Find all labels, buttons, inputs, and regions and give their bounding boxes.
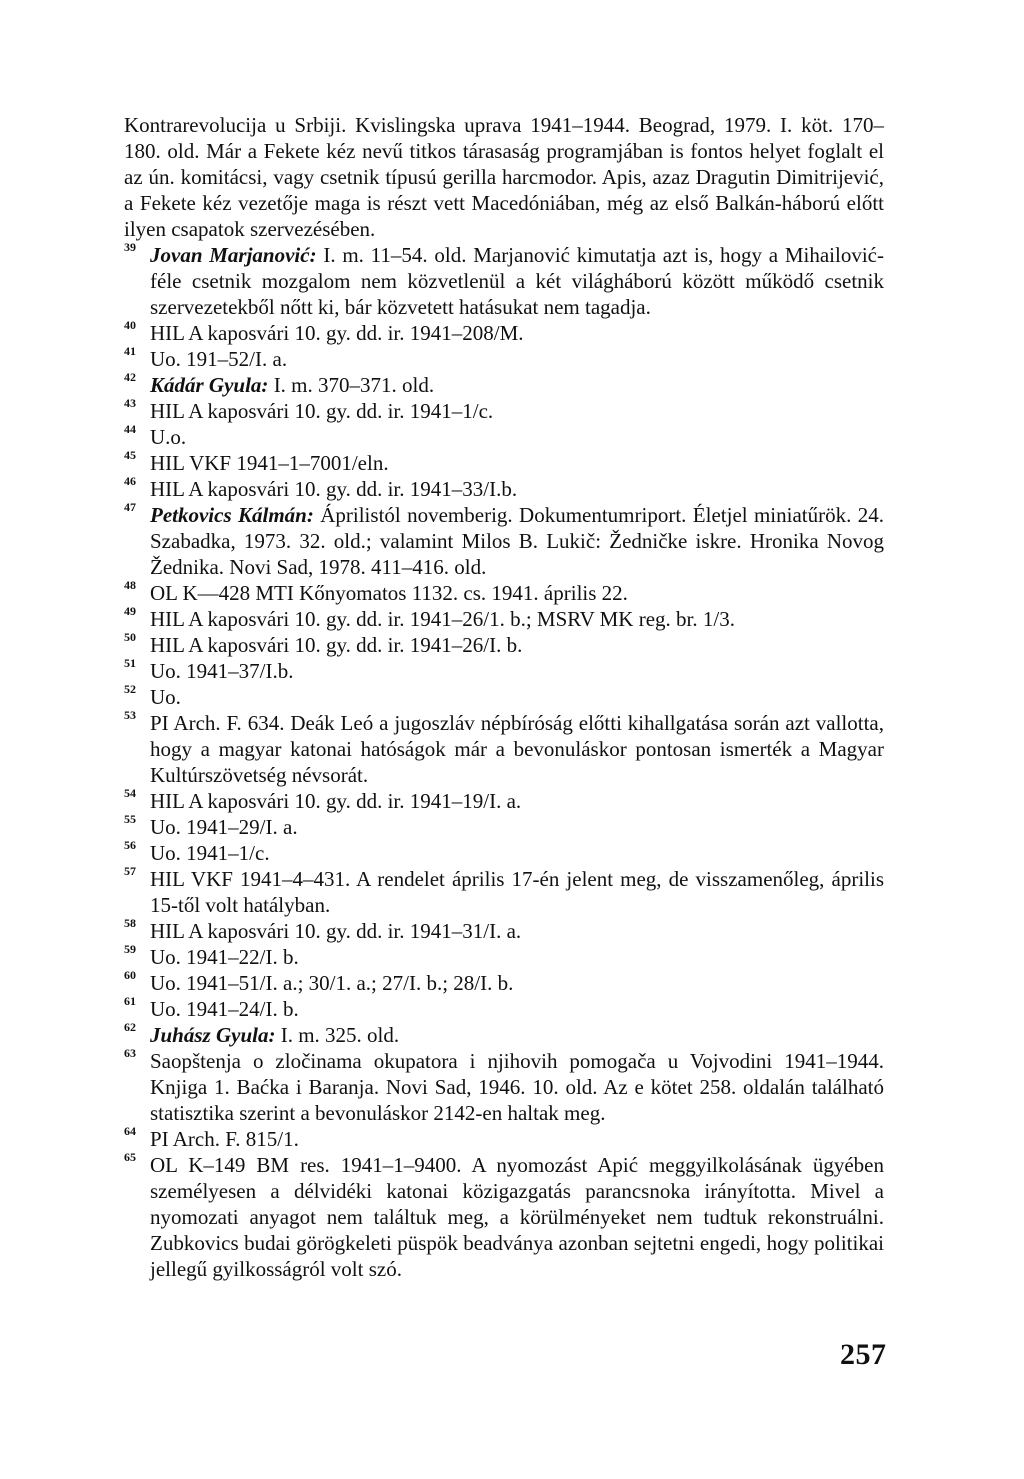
footnote-author: Petkovics Kálmán: <box>150 503 314 527</box>
footnote-number: 65 <box>124 1150 136 1164</box>
footnote-number: 61 <box>124 994 136 1008</box>
footnote <box>124 1152 884 1282</box>
footnote-text: HIL A kaposvári 10. gy. dd. ir. 1941–26/I. b. <box>150 633 523 657</box>
footnote-number: 60 <box>124 968 136 982</box>
footnote-text: HIL A kaposvári 10. gy. dd. ir. 1941–33/I.b. <box>150 477 518 501</box>
footnote-text: Áprilistól novemberig. Dokumentumriport. Életjel miniatűrök. 24. Szabadka, 1973. 32. old.; valamint Milos B. Lukič: Žedničke iskre. Hronika Novog Žednika. Novi Sad, 1978. 411–416. old. <box>150 503 884 579</box>
footnote <box>124 996 884 1022</box>
footnote-number: 59 <box>124 942 136 956</box>
footnote-number: 57 <box>124 864 136 878</box>
footnote-text: HIL VKF 1941–4–431. A rendelet április 17-én jelent meg, de visszamenőleg, április 15-től volt hatályban. <box>150 867 884 917</box>
footnote-text: Saopštenja o zločinama okupatora i njihovih pomogača u Vojvodini 1941–1944. Knjiga 1. Baćka i Baranja. Novi Sad, 1946. 10. old. Az e kötet 258. oldalán található statisztika szerint a bevonuláskor 2142-en haltak meg. <box>150 1049 884 1125</box>
footnote-number: 49 <box>124 604 136 618</box>
footnote <box>124 424 884 450</box>
footnote <box>124 710 884 788</box>
footnote <box>124 944 884 970</box>
footnote-number: 58 <box>124 916 136 930</box>
footnote <box>124 476 884 502</box>
footnote <box>124 1048 884 1126</box>
footnote-number: 48 <box>124 578 136 592</box>
footnote-text: U.o. <box>150 425 187 449</box>
footnote <box>124 632 884 658</box>
footnote-number: 39 <box>124 240 136 254</box>
footnote <box>124 606 884 632</box>
footnote-number: 44 <box>124 422 136 436</box>
footnote <box>124 502 884 580</box>
footnote-number: 52 <box>124 682 136 696</box>
footnote <box>124 320 884 346</box>
footnote-text: OL K—428 MTI Kőnyomatos 1132. cs. 1941. április 22. <box>150 581 628 605</box>
footnote <box>124 684 884 710</box>
footnote-text: Uo. 1941–24/I. b. <box>150 997 299 1021</box>
footnote-number: 56 <box>124 838 136 852</box>
footnote-number: 42 <box>124 370 136 384</box>
footnote-number: 50 <box>124 630 136 644</box>
footnote-text: HIL VKF 1941–1–7001/eln. <box>150 451 389 475</box>
footnote-text: Kontrarevolucija u Srbiji. Kvislingska uprava 1941–1944. Beograd, 1979. I. köt. 170–180. old. Már a Fekete kéz nevű titkos tárasaság programjában is fontos helyet foglalt el az ún. komitácsi, vagy csetnik típusú gerilla harcmodor. Apis, azaz Dragutin Dimitrijević, a Fekete kéz vezetője maga is részt vett Macedóniában, még az első Balkán-háború előtt ilyen csapatok szervezésében. <box>124 113 884 241</box>
footnote <box>124 658 884 684</box>
footnote-number: 47 <box>124 500 136 514</box>
footnote-text: Uo. 191–52/I. a. <box>150 347 288 371</box>
footnote-number: 46 <box>124 474 136 488</box>
footnote-text: OL K–149 BM res. 1941–1–9400. A nyomozást Apić meggyilkolásának ügyében személyesen a délvidéki katonai közigazgatás parancsnoka irányította. Mivel a nyomozati anyagot nem találtuk meg, a körülményeket nem tudtuk rekonstruálni. Zubkovics budai görögkeleti püspök beadványa azonban sejtetni engedi, hogy politikai jellegű gyilkosságról volt szó. <box>150 1153 884 1281</box>
footnote-number: 63 <box>124 1046 136 1060</box>
footnote-text: HIL A kaposvári 10. gy. dd. ir. 1941–208/M. <box>150 321 524 345</box>
footnote-text: I. m. 325. old. <box>275 1023 400 1047</box>
footnote <box>124 840 884 866</box>
footnote-number: 43 <box>124 396 136 410</box>
footnote <box>124 372 884 398</box>
footnote <box>124 788 884 814</box>
footnote-text: PI Arch. F. 815/1. <box>150 1127 299 1151</box>
footnote-number: 64 <box>124 1124 136 1138</box>
footnote <box>124 970 884 996</box>
footnote-text: Uo. 1941–1/c. <box>150 841 270 865</box>
footnote-author: Juhász Gyula: <box>150 1023 276 1047</box>
footnote-text: PI Arch. F. 634. Deák Leó a jugoszláv népbíróság előtti kihallgatása során azt vallotta, hogy a magyar katonai hatóságok már a bevonuláskor pontosan ismerték a Magyar Kultúrszövetség névsorát. <box>150 711 884 787</box>
footnote-text: I. m. 11–54. old. Marjanović kimutatja azt is, hogy a Mihailović-féle csetnik mozgalom nem közvetlenül a két világháború között működő csetnik szervezetekből nőtt ki, bár közvetett hatásukat nem tagadja. <box>150 243 884 319</box>
footnote-number: 55 <box>124 812 136 826</box>
footnote-text: I. m. 370–371. old. <box>268 373 435 397</box>
footnote <box>124 918 884 944</box>
footnote <box>124 814 884 840</box>
footnote <box>124 242 884 320</box>
footnote <box>124 1126 884 1152</box>
footnote-text: Uo. <box>150 685 181 709</box>
footnote-number: 62 <box>124 1020 136 1034</box>
footnote <box>124 866 884 918</box>
footnote-author: Jovan Marjanović: <box>150 243 317 267</box>
footnote-text: HIL A kaposvári 10. gy. dd. ir. 1941–1/c. <box>150 399 494 423</box>
footnotes-block <box>124 112 884 1282</box>
footnote-author: Kádár Gyula: <box>150 373 269 397</box>
footnote <box>124 398 884 424</box>
footnote <box>124 1022 884 1048</box>
footnote-text: HIL A kaposvári 10. gy. dd. ir. 1941–19/I. a. <box>150 789 522 813</box>
footnote <box>124 580 884 606</box>
footnote-number: 45 <box>124 448 136 462</box>
footnote <box>124 346 884 372</box>
footnote <box>124 450 884 476</box>
page-number: 257 <box>840 1338 887 1371</box>
footnote-text: Uo. 1941–29/I. a. <box>150 815 298 839</box>
footnote-text: HIL A kaposvári 10. gy. dd. ir. 1941–31/I. a. <box>150 919 522 943</box>
footnote-text: Uo. 1941–37/I.b. <box>150 659 294 683</box>
footnote-number: 40 <box>124 318 136 332</box>
footnote-text: Uo. 1941–22/I. b. <box>150 945 299 969</box>
footnote-number: 54 <box>124 786 136 800</box>
footnote-number: 41 <box>124 344 136 358</box>
footnote-text: HIL A kaposvári 10. gy. dd. ir. 1941–26/1. b.; MSRV MK reg. br. 1/3. <box>150 607 735 631</box>
footnote-number: 53 <box>124 708 136 722</box>
footnote <box>124 112 884 242</box>
footnote-text: Uo. 1941–51/I. a.; 30/1. a.; 27/I. b.; 28/I. b. <box>150 971 514 995</box>
footnote-number: 51 <box>124 656 136 670</box>
